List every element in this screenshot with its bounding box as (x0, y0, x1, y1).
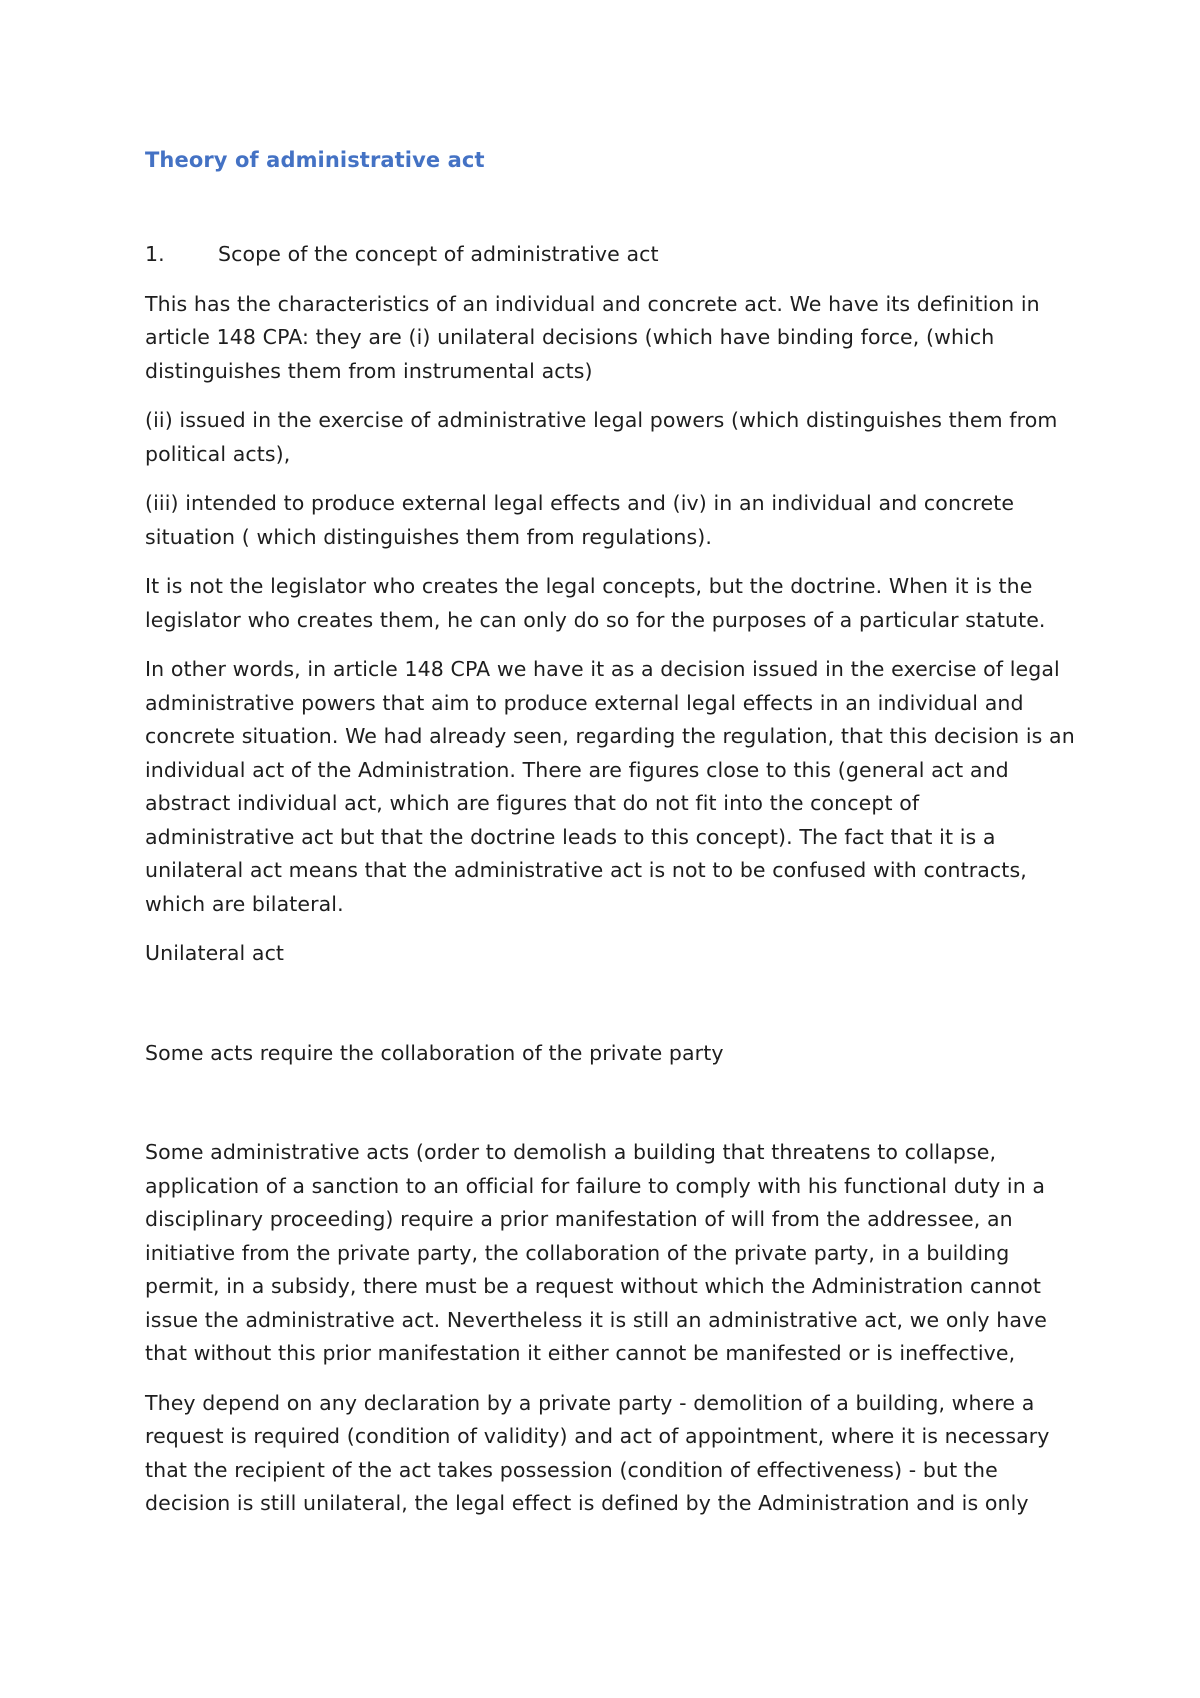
paragraph-item-ii: (ii) issued in the exercise of administrative legal powers (which distinguishes them from political acts), (145, 408, 1058, 466)
paragraph-collaboration: Some acts require the collaboration of the private party (145, 1040, 724, 1065)
section-heading (145, 238, 1075, 272)
paragraph-some-administrative-acts: Some administrative acts (order to demolish a building that threatens to collapse, application of a sanction to an official for failure to comply with his functional duty in a disciplinary proceeding) require a prior manifestation of will from the addressee, an initiative from the private party, the collaboration of the private party, in a building permit, in a subsidy, there must be a request without which the Administration cannot issue the administrative act. Nevertheless it is still an administrative act, we only have that without this prior manifestation it either cannot be manifested or is ineffective, (145, 1140, 1047, 1365)
document-body (145, 140, 1075, 1521)
paragraph-article-148: In other words, in article 148 CPA we have it as a decision issued in the exercise of legal administrative powers that aim to produce external legal effects in an individual and concrete situation. We had already seen, regarding the regulation, that this decision is an individual act of the Administration. There are figures close to this (general act and abstract individual act, which are figures that do not fit into the concept of administrative act but that the doctrine leads to this concept). The fact that it is a unilateral act means that the administrative act is not to be confused with contracts, which are bilateral. (145, 657, 1075, 916)
document-title: Theory of administrative act (145, 148, 485, 172)
paragraph-definition: This has the characteristics of an individual and concrete act. We have its definition in article 148 CPA: they are (i) unilateral decisions (which have binding force, (which distinguishes them from instrumental acts) (145, 291, 1040, 383)
paragraph-legislator: It is not the legislator who creates the legal concepts, but the doctrine. When it is the legislator who creates them, he can only do so for the purposes of a particular statute. (145, 574, 1046, 632)
paragraph-item-iii: (iii) intended to produce external legal effects and (iv) in an individual and concrete situation ( which distinguishes them from regulations). (145, 491, 1015, 549)
paragraph-declaration: They depend on any declaration by a private party - demolition of a building, where a request is required (condition of validity) and act of appointment, where it is necessary that the recipient of the act takes possession (condition of effectiveness) - but the decision is still unilateral, the legal effect is defined by the Administration and is only (145, 1390, 1050, 1515)
section-heading-text: Scope of the concept of administrative act (218, 242, 659, 266)
section-number: 1. (145, 242, 165, 266)
paragraph-unilateral-act: Unilateral act (145, 941, 285, 965)
